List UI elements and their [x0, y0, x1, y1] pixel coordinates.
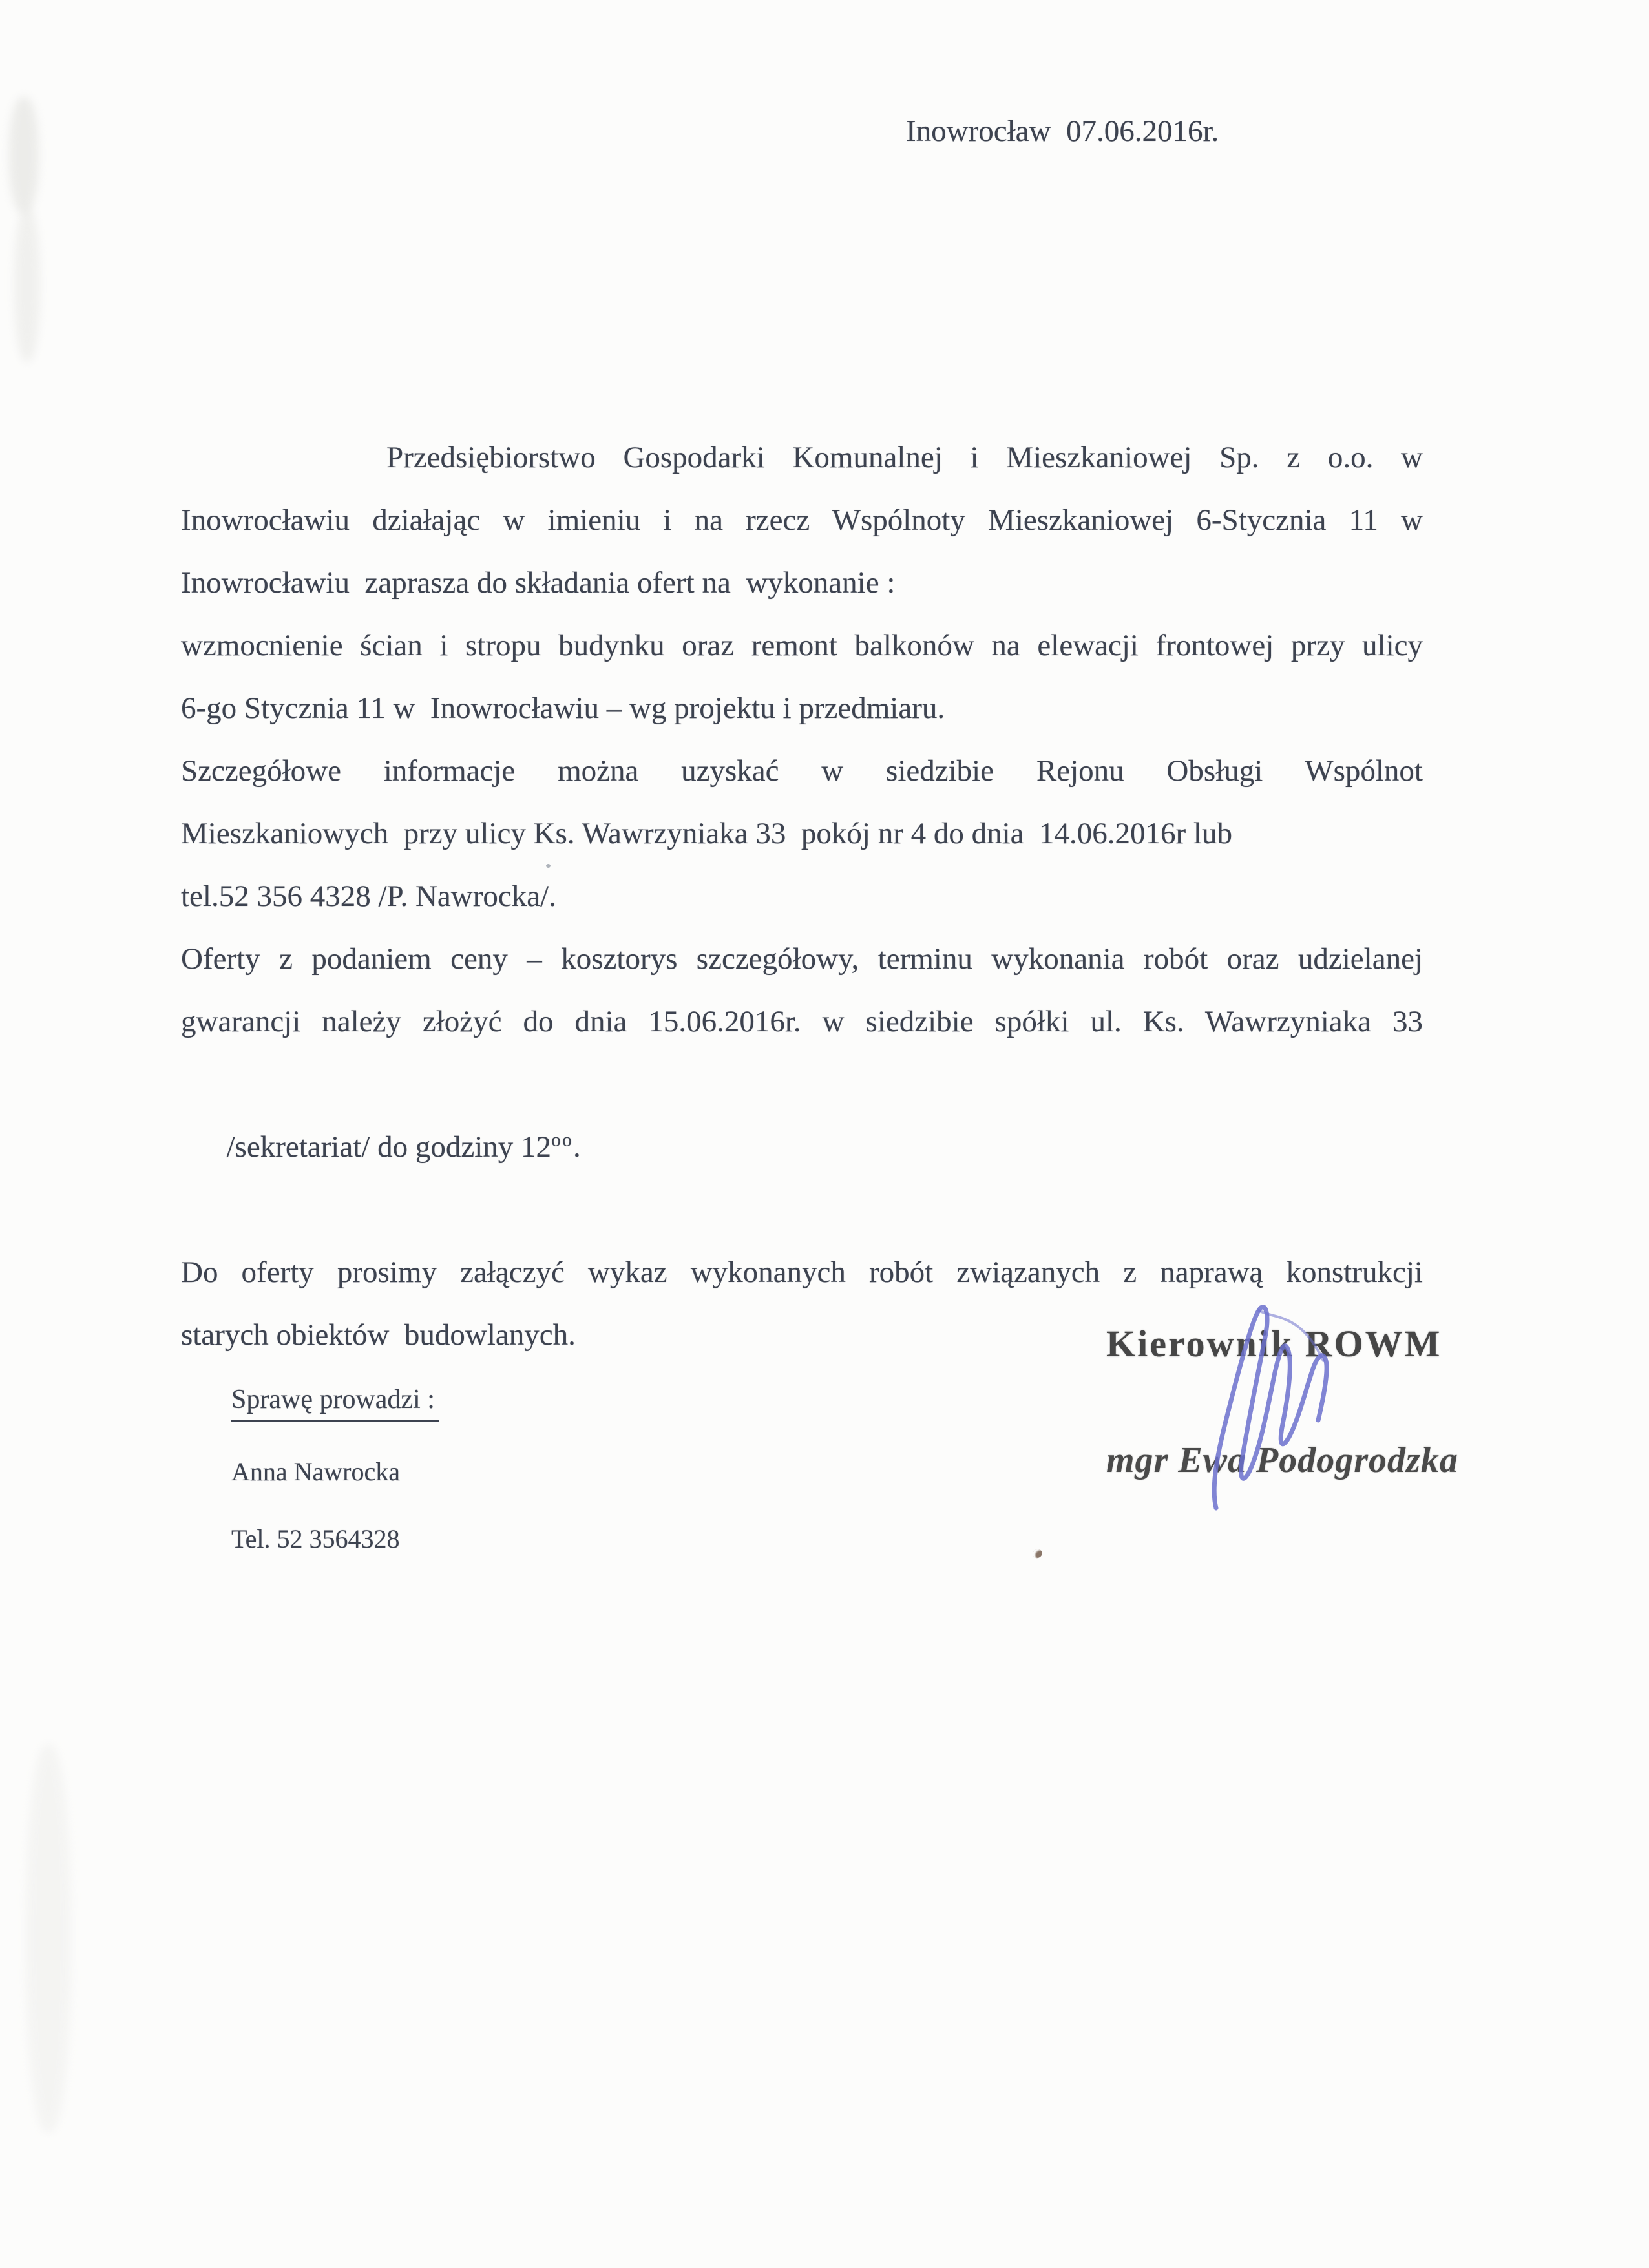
letter-line: Szczegółowe informacje można uzyskać w siedzibie Rejonu Obsługi Wspólnot	[181, 754, 1423, 788]
letter-line: starych obiektów budowlanych.	[181, 1318, 576, 1352]
deadline-hour-superscript: oo	[551, 1129, 573, 1151]
handwritten-signature	[1197, 1294, 1336, 1526]
case-handler-label: Sprawę prowadzi :	[231, 1384, 439, 1422]
letter-date: Inowrocław 07.06.2016r.	[906, 114, 1219, 148]
letter-line: Oferty z podaniem ceny – kosztorys szczegółowy, terminu wykonania robót oraz udzielanej	[181, 942, 1423, 976]
letter-line: Do oferty prosimy załączyć wykaz wykonanych robót związanych z naprawą konstrukcji	[181, 1255, 1423, 1289]
letter-line-deadline-hour	[181, 1053, 1423, 1241]
deadline-hour-period: .	[573, 1130, 581, 1164]
scan-smudge	[14, 207, 40, 362]
scan-smudge	[9, 97, 39, 213]
case-handler-name: Anna Nawrocka	[231, 1457, 400, 1486]
letter-line: tel.52 356 4328 /P. Nawrocka/.	[181, 879, 556, 913]
stamp-signer-name: mgr Ewa Podogrodzka	[1106, 1440, 1458, 1480]
letter-line: Inowrocławiu działając w imieniu i na rzecz Wspólnoty Mieszkaniowej 6-Stycznia 11 w	[181, 503, 1423, 537]
letter-body	[181, 426, 1423, 1367]
deadline-hour-text: /sekretariat/ do godziny 12	[226, 1130, 551, 1164]
letter-line: wzmocnienie ścian i stropu budynku oraz remont balkonów na elewacji frontowej przy ulicy	[181, 629, 1423, 662]
letter-line: gwarancji należy złożyć do dnia 15.06.2016r. w siedzibie spółki ul. Ks. Wawrzyniaka 33	[181, 1005, 1423, 1038]
ink-speck	[1031, 1548, 1044, 1559]
stamp-title: Kierownik ROWM	[1106, 1323, 1442, 1365]
letter-line: Przedsiębiorstwo Gospodarki Komunalnej i Mieszkaniowej Sp. z o.o. w	[386, 441, 1423, 474]
case-handler-phone: Tel. 52 3564328	[231, 1524, 400, 1553]
letter-line: Inowrocławiu zaprasza do składania ofert na wykonanie :	[181, 566, 896, 600]
letter-line: 6-go Stycznia 11 w Inowrocławiu – wg projektu i przedmiaru.	[181, 691, 945, 725]
scan-smudge	[26, 1745, 71, 2132]
letter-line: Mieszkaniowych przy ulicy Ks. Wawrzyniaka 33 pokój nr 4 do dnia 14.06.2016r lub	[181, 817, 1232, 850]
